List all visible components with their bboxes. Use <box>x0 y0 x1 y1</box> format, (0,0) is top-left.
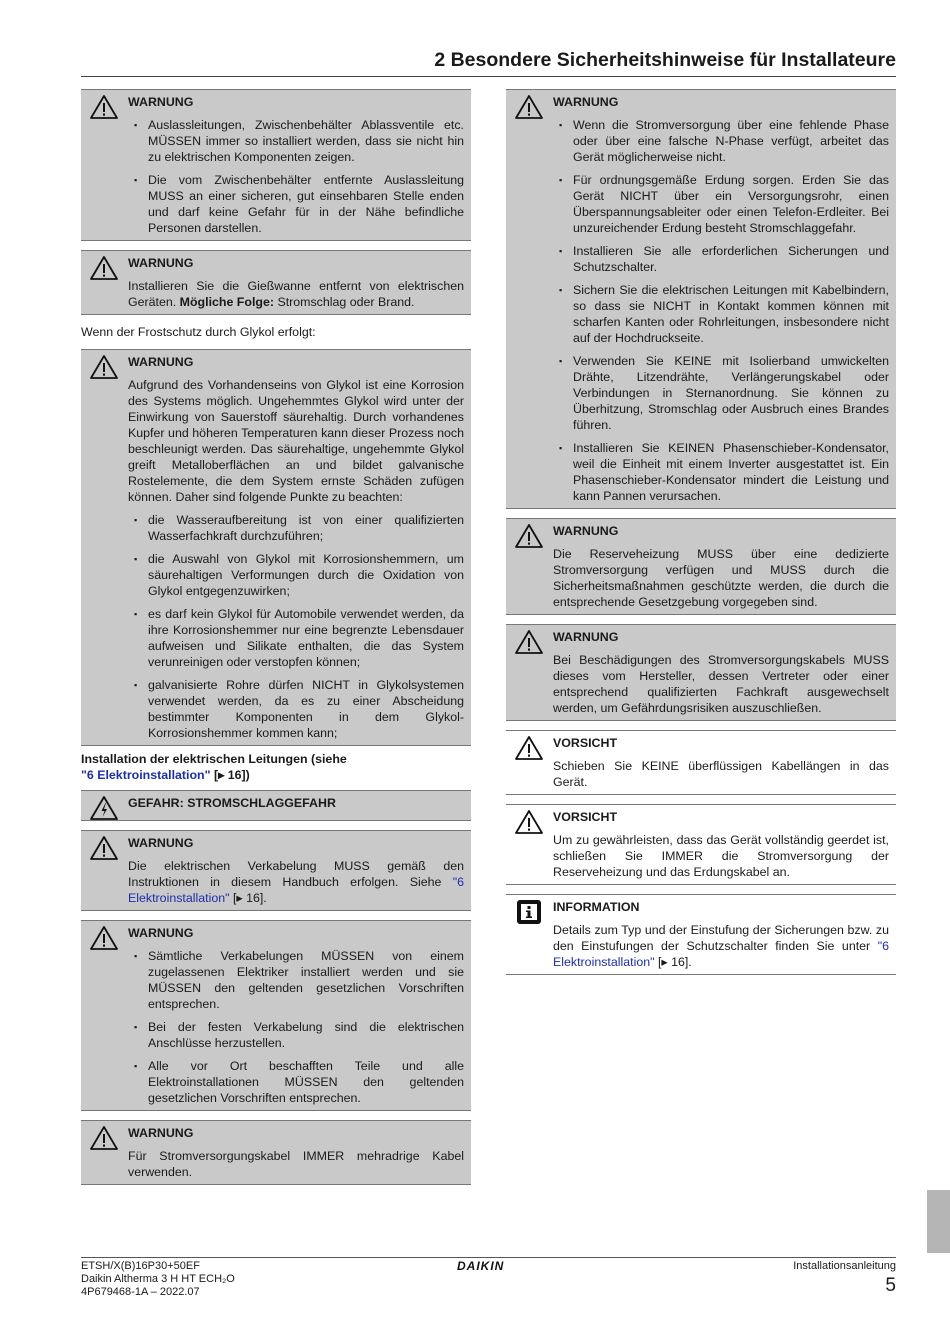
section-link[interactable]: "6 Elektroinstallation" <box>128 875 464 905</box>
warning-text: Bei Beschädigungen des Stromversorgungskabels MUSS dieses vom Hersteller, dessen Vertreter oder einer entsprechend qualifizierten Fachkraft ausgewechselt werden, um Gefährdungsrisiken auszuschließen. <box>553 653 889 715</box>
footer-manual-info <box>793 1260 896 1297</box>
frost-protection-text: Wenn der Frostschutz durch Glykol erfolgt: <box>81 325 316 339</box>
warning-box-wiring-instructions <box>81 830 471 911</box>
warning-bullet: ▪ Verwenden Sie KEINE mit Isolierband umwickelten Drähte, Litzendrähte, Verlängerungskabel oder Verbindungen in Sternanordnung. Sie können zu Überhitzung, Stromschlag oder Ausbruch eines Brandes führen. <box>553 353 889 433</box>
danger-title: GEFAHR: STROMSCHLAGGEFAHR <box>128 796 336 810</box>
footer-product: Daikin Altherma 3 H HT ECH₂O <box>81 1273 235 1285</box>
warning-title: WARNUNG <box>128 836 194 850</box>
warning-box-electrician <box>81 920 471 1111</box>
section-link[interactable]: "6 Elektroinstallation" <box>553 939 889 969</box>
warning-title: WARNUNG <box>553 524 619 538</box>
warning-text: Installieren Sie die Gießwanne entfernt von elektrischen Geräten. Mögliche Folge: Stromschlag oder Brand. <box>128 279 464 309</box>
warning-title: WARNUNG <box>128 1126 194 1140</box>
warning-triangle-icon <box>514 523 544 549</box>
caution-text: Um zu gewährleisten, dass das Gerät vollständig geerdet ist, schließen Sie IMMER die Stromversorgung der Reserveheizung und das Erdungskabel an. <box>553 833 889 879</box>
warning-text: Die elektrischen Verkabelung MUSS gemäß den Instruktionen in diesem Handbuch erfolgen. Siehe "6 Elektroinstallation" [▸ 16]. <box>128 859 464 905</box>
warning-box-power-supply <box>506 89 896 509</box>
warning-bullet: ▪ galvanisierte Rohre dürfen NICHT in Glykolsystemen verwendet werden, da es zu einer Abscheidung bestimmter Komponenten in dem Glykol-Korrosionshemmer kommen kann; <box>128 677 464 741</box>
warning-box-backup-heater <box>506 518 896 615</box>
warning-bullet: ▪ die Wasseraufbereitung ist von einer qualifizierten Wasserfachkraft durchzuführen; <box>128 512 464 544</box>
warning-title: WARNUNG <box>128 355 194 369</box>
caution-text: Schieben Sie KEINE überflüssigen Kabellängen in das Gerät. <box>553 759 889 789</box>
footer-model: ETSH/X(B)16P30+50EF <box>81 1260 200 1272</box>
caution-triangle-icon <box>514 735 544 761</box>
page-number: 5 <box>885 1275 896 1296</box>
warning-triangle-icon <box>514 629 544 655</box>
warning-box-drip-tray <box>81 250 471 315</box>
caution-box-grounding <box>506 804 896 885</box>
warning-box-glycol <box>81 349 471 746</box>
consequence-label: Mögliche Folge: <box>179 295 274 309</box>
warning-box-multicore-cable <box>81 1120 471 1185</box>
section-subheading: Installation der elektrischen Leitungen (siehe "6 Elektroinstallation" [▸ 16]) <box>81 752 347 782</box>
warning-bullet: ▪ Installieren Sie alle erforderlichen Sicherungen und Schutzschalter. <box>553 243 889 275</box>
warning-title: WARNUNG <box>128 256 194 270</box>
information-icon <box>514 899 544 925</box>
warning-bullet: ▪ Bei der festen Verkabelung sind die elektrischen Anschlüsse herzustellen. <box>128 1019 464 1051</box>
warning-bullet: ▪ Sämtliche Verkabelungen MÜSSEN von einem zugelassenen Elektriker installiert werden und sie MÜSSEN den geltenden gesetzlichen Vorschriften entsprechen. <box>128 948 464 1012</box>
warning-bullet: ▪ es darf kein Glykol für Automobile verwendet werden, da ihre Korrosionshemmer nur eine begrenzte Lebensdauer aufweisen und Silikate enthalten, die das System verunreinigen oder verstopfen können; <box>128 606 464 670</box>
warning-text: Für Stromversorgungskabel IMMER mehradrige Kabel verwenden. <box>128 1149 464 1179</box>
warning-title: WARNUNG <box>128 926 194 940</box>
warning-triangle-icon <box>89 925 119 951</box>
warning-bullet: ▪ Sichern Sie die elektrischen Leitungen mit Kabelbindern, so dass sie NICHT in Kontakt kommen können mit scharfen Kanten oder Rohrleitungen, insbesondere nicht auf der Hochdruckseite. <box>553 282 889 346</box>
warning-triangle-icon <box>89 354 119 380</box>
warning-box-damaged-cable <box>506 624 896 721</box>
warning-triangle-icon <box>89 835 119 861</box>
header-divider <box>81 76 896 77</box>
caution-title: VORSICHT <box>553 810 618 824</box>
warning-box-drain-lines <box>81 89 471 241</box>
caution-box-cable-length <box>506 730 896 795</box>
warning-triangle-icon <box>89 94 119 120</box>
left-column <box>81 89 471 1194</box>
warning-title: WARNUNG <box>128 95 194 109</box>
warning-triangle-icon <box>514 94 544 120</box>
information-title: INFORMATION <box>553 900 640 914</box>
footer-manual-name: Installationsanleitung <box>793 1260 896 1272</box>
danger-box-electric-shock <box>81 790 471 821</box>
information-box-fuses <box>506 894 896 975</box>
warning-bullet: ▪ Auslassleitungen, Zwischenbehälter Ablassventile etc. MÜSSEN immer so installiert werden, dass sie nicht hin zu elektrischen Komponenten zeigen. <box>128 117 464 165</box>
chapter-tab <box>927 1190 950 1253</box>
information-text: Details zum Typ und der Einstufung der Sicherungen bzw. zu den Einstufungen der Schutzschalter finden Sie unter "6 Elektroinstallation" [▸ 16]. <box>553 923 889 969</box>
warning-title: WARNUNG <box>553 630 619 644</box>
page-title: 2 Besondere Sicherheitshinweise für Installateure <box>434 49 896 71</box>
warning-bullet: ▪ Wenn die Stromversorgung über eine fehlende Phase oder über eine falsche N-Phase verfügt, arbeitet das Gerät möglicherweise nicht. <box>553 117 889 165</box>
warning-text: Die Reserveheizung MUSS über eine dedizierte Stromversorgung verfügen und MUSS durch die Sicherheitsmaßnahmen geschützte werden, die durch die entsprechende Gesetzgebung vorgegeben sind. <box>553 547 889 609</box>
warning-title: WARNUNG <box>553 95 619 109</box>
footer-document-info <box>81 1260 235 1299</box>
section-link[interactable]: "6 Elektroinstallation" <box>81 768 211 782</box>
footer-doc-number: 4P679468-1A – 2022.07 <box>81 1286 200 1298</box>
electric-shock-triangle-icon <box>89 795 119 821</box>
warning-bullet: ▪ Alle vor Ort beschafften Teile und alle Elektroinstallationen MÜSSEN den geltenden gesetzlichen Vorschriften entsprechen. <box>128 1058 464 1106</box>
daikin-logo: DAIKIN <box>457 1259 505 1273</box>
warning-triangle-icon <box>89 1125 119 1151</box>
caution-triangle-icon <box>514 809 544 835</box>
warning-text: Aufgrund des Vorhandenseins von Glykol ist eine Korrosion des Systems möglich. Ungehemmtes Glykol wird unter der Einwirkung von Sauerstoff säurehaltig. Durch vorhandenes Kupfer und höheren Temperaturen kann dieser Prozess noch beschleunigt werden. Das säurehaltige, ungehemmte Glykol greift Metalloberflächen an und bildet galvanische Rostelemente, die dem System ernste Schäden zufügen können. Daher sind folgende Punkte zu beachten: <box>128 378 464 504</box>
right-column <box>506 89 896 984</box>
warning-bullet: ▪ Installieren Sie KEINEN Phasenschieber-Kondensator, weil die Einheit mit einem Inverter ausgestattet ist. Ein Phasenschieber-Kondensator mindert die Leistung und kann Pannen verursachen. <box>553 440 889 504</box>
warning-triangle-icon <box>89 255 119 281</box>
warning-bullet: ▪ die Auswahl von Glykol mit Korrosionshemmern, um säurehaltigen Verformungen durch die Oxidation von Glykol entgegenzuwirken; <box>128 551 464 599</box>
caution-title: VORSICHT <box>553 736 618 750</box>
warning-bullet: ▪ Die vom Zwischenbehälter entfernte Auslassleitung MUSS an einer sicheren, gut einsehbaren Stelle enden und darf keine Gefahr für in der Nähe befindliche Personen darstellen. <box>128 172 464 236</box>
warning-bullet: ▪ Für ordnungsgemäße Erdung sorgen. Erden Sie das Gerät NICHT über ein Versorgungsrohr, einen Überspannungsableiter oder einen Telefon-Erdleiter. Bei unzureichender Erdung besteht Stromschlaggefahr. <box>553 172 889 236</box>
